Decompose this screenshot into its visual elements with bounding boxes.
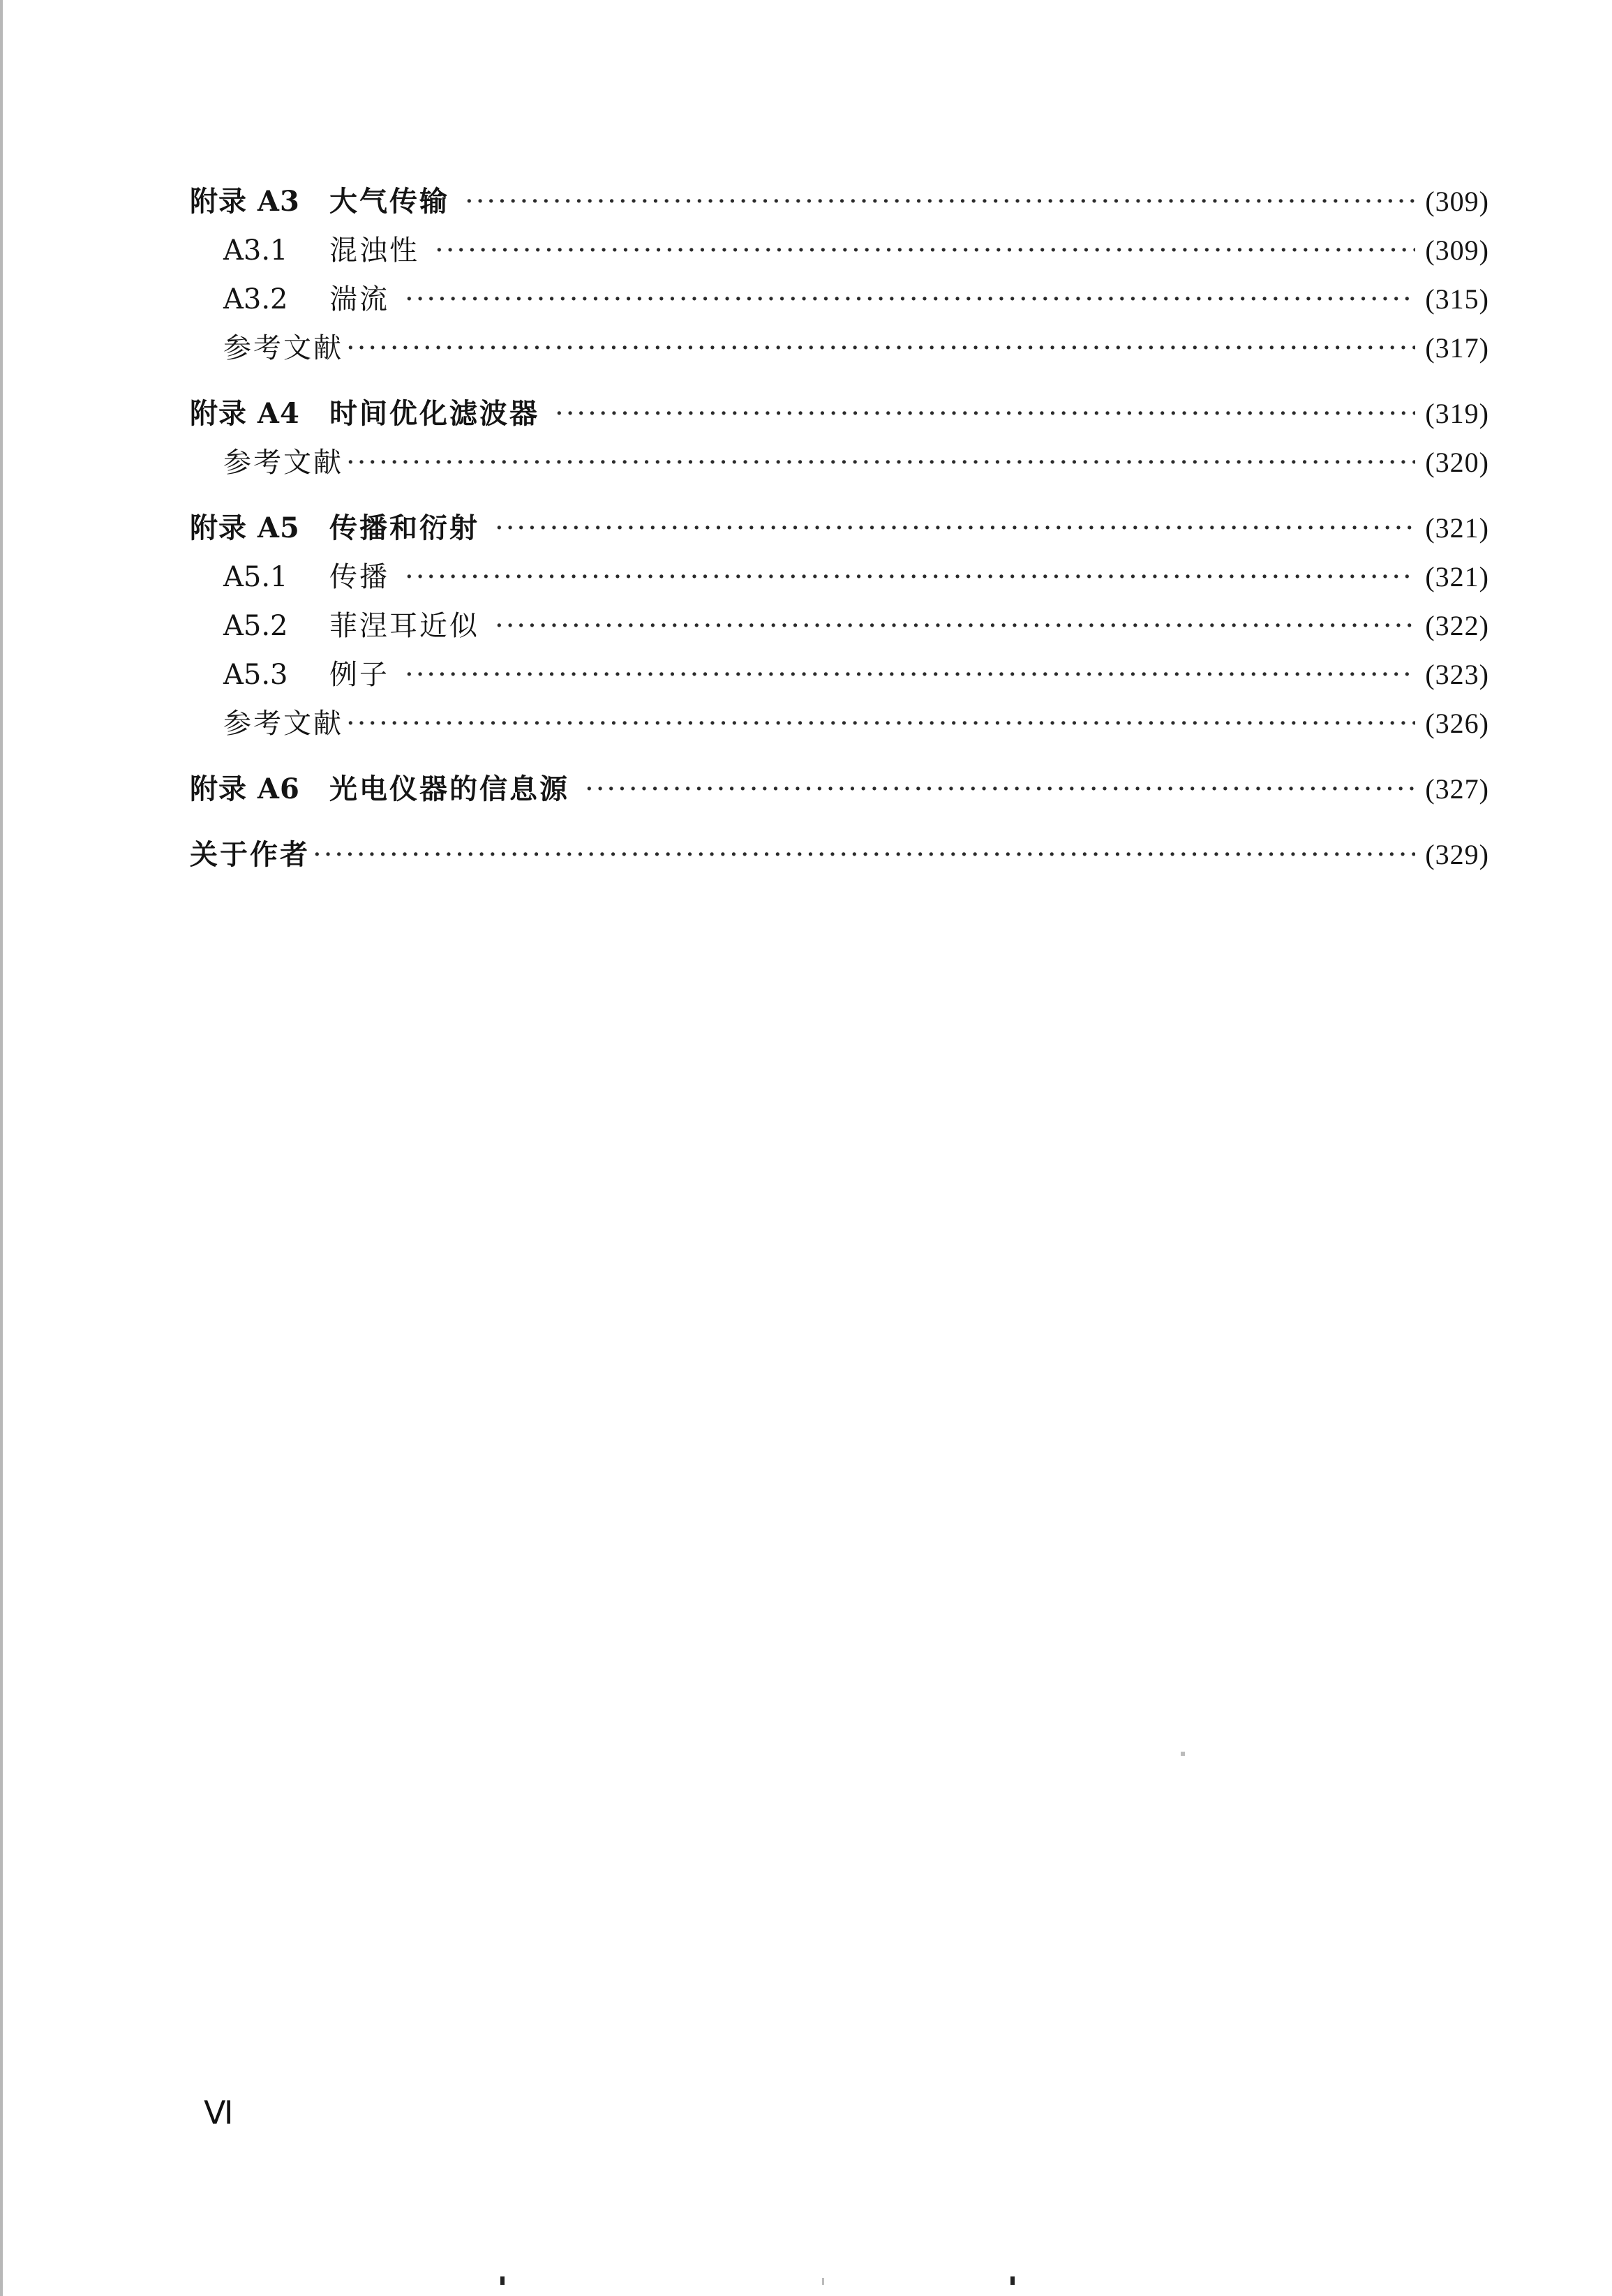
toc-chapter-a6[interactable]	[190, 765, 1489, 814]
dot-leader	[495, 602, 1415, 650]
scan-speck	[1181, 1752, 1185, 1756]
scan-speck	[500, 2276, 505, 2285]
toc-references-a3[interactable]	[190, 324, 1489, 373]
toc-title: 参考文献	[223, 332, 343, 364]
scan-speck	[822, 2278, 824, 2285]
toc-references-a5[interactable]	[190, 699, 1489, 748]
toc-title: 传播	[329, 561, 389, 593]
table-of-contents	[190, 177, 1489, 879]
toc-number: A3.1	[223, 234, 288, 267]
dot-leader	[435, 226, 1415, 275]
toc-title: 湍流	[329, 283, 389, 315]
dot-leader	[346, 324, 1415, 373]
toc-page: (321)	[1425, 512, 1489, 544]
toc-page: (321)	[1425, 561, 1489, 592]
dot-leader	[405, 553, 1415, 602]
toc-number: 附录 A3	[190, 185, 300, 218]
toc-page: (317)	[1425, 332, 1489, 364]
toc-about-author[interactable]	[190, 830, 1489, 879]
toc-section-a3-2[interactable]	[190, 275, 1489, 324]
toc-title: 参考文献	[223, 447, 343, 479]
toc-title: 大气传输	[329, 185, 449, 218]
dot-leader	[585, 765, 1415, 814]
dot-leader	[465, 177, 1415, 226]
toc-number: A5.2	[223, 610, 288, 642]
toc-number: A3.2	[223, 283, 288, 315]
toc-title: 关于作者	[190, 838, 310, 871]
toc-page: (329)	[1425, 839, 1489, 870]
toc-chapter-a3[interactable]	[190, 177, 1489, 226]
toc-page: (327)	[1425, 773, 1489, 805]
toc-page: (322)	[1425, 610, 1489, 641]
dot-leader	[346, 699, 1415, 748]
toc-number: 附录 A4	[190, 397, 300, 430]
toc-number: 附录 A6	[190, 773, 300, 805]
dot-leader	[405, 275, 1415, 324]
toc-page: (319)	[1425, 398, 1489, 429]
toc-number: A5.1	[223, 561, 288, 593]
toc-section-a3-1[interactable]	[190, 226, 1489, 275]
toc-section-a5-2[interactable]	[190, 602, 1489, 650]
toc-page: (326)	[1425, 708, 1489, 739]
scan-edge	[0, 0, 3, 2296]
scan-speck	[1010, 2276, 1015, 2285]
toc-title: 例子	[329, 659, 389, 691]
dot-leader	[405, 650, 1415, 699]
toc-page: (315)	[1425, 283, 1489, 315]
dot-leader	[495, 504, 1415, 553]
toc-title: 传播和衍射	[329, 512, 479, 544]
toc-title: 菲涅耳近似	[329, 610, 479, 642]
toc-chapter-a4[interactable]	[190, 389, 1489, 438]
toc-title: 混浊性	[329, 234, 419, 267]
toc-section-a5-1[interactable]	[190, 553, 1489, 602]
toc-title: 时间优化滤波器	[329, 397, 539, 430]
dot-leader	[555, 389, 1415, 438]
toc-chapter-a5[interactable]	[190, 504, 1489, 553]
toc-number: A5.3	[223, 659, 288, 691]
toc-title: 参考文献	[223, 708, 343, 740]
toc-page: (323)	[1425, 659, 1489, 690]
toc-title: 光电仪器的信息源	[329, 773, 569, 805]
toc-page: (320)	[1425, 447, 1489, 478]
toc-section-a5-3[interactable]	[190, 650, 1489, 699]
page-number: Ⅵ	[204, 2095, 234, 2131]
dot-leader	[346, 438, 1415, 487]
toc-page: (309)	[1425, 234, 1489, 266]
toc-references-a4[interactable]	[190, 438, 1489, 487]
toc-number: 附录 A5	[190, 512, 300, 544]
dot-leader	[313, 830, 1415, 879]
toc-page: (309)	[1425, 186, 1489, 217]
